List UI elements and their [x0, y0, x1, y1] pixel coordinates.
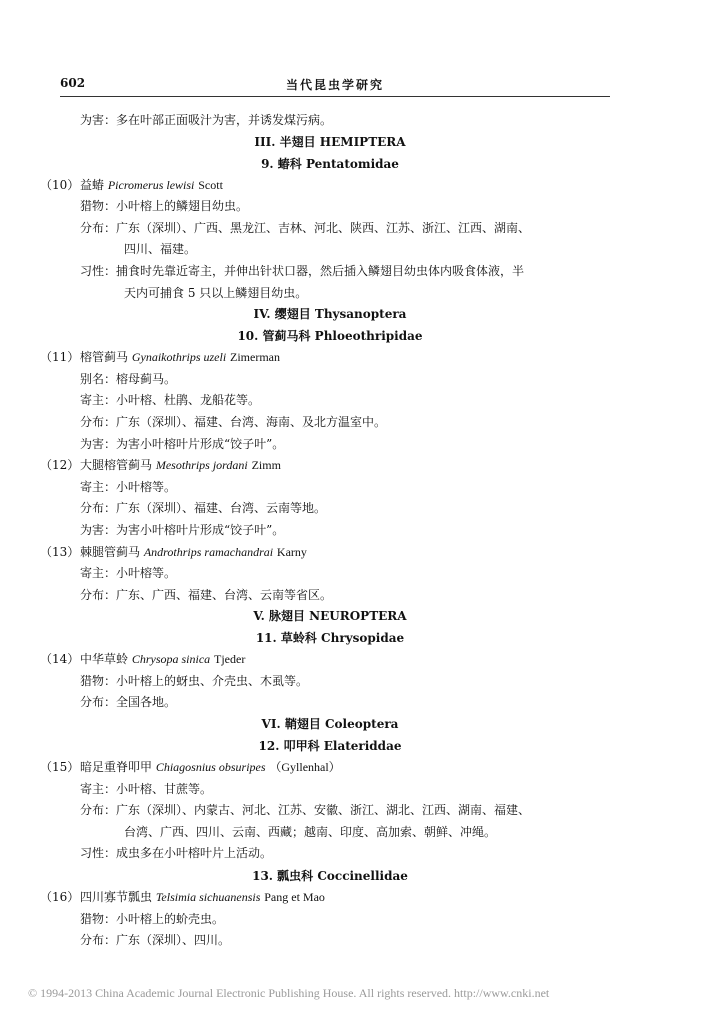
species-entry	[40, 887, 620, 909]
species-common-name: 棘腿管蓟马	[80, 544, 141, 559]
species-entry	[40, 455, 620, 477]
field-line: 分布：广东（深圳）、四川。	[80, 933, 231, 948]
species-entry	[40, 175, 620, 197]
running-header	[60, 76, 610, 97]
species-scientific-name: Telsimia sichuanensis	[155, 890, 261, 905]
field-line: 寄主：小叶榕、杜鹃、龙船花等。	[80, 393, 261, 408]
field-line: 分布：广东（深圳）、内蒙古、河北、江苏、安徽、浙江、湖北、江西、湖南、福建、	[80, 803, 531, 818]
species-number: （11）	[40, 350, 80, 365]
species-author: Zimm	[251, 458, 281, 473]
field-line: 分布：广东（深圳）、福建、台湾、海南、及北方温室中。	[80, 414, 387, 429]
page-body	[40, 110, 620, 952]
species-author: Karny	[276, 544, 307, 559]
species-common-name: 大腿榕管蓟马	[80, 458, 153, 473]
order-heading: IV. 缨翅目 Thysanoptera	[253, 307, 407, 322]
species-number: （12）	[40, 458, 80, 473]
species-scientific-name: Mesothrips jordani	[155, 458, 248, 473]
field-line: 分布：广东（深圳）、广西、黑龙江、吉林、河北、陕西、江苏、浙江、江西、湖南、	[80, 220, 531, 235]
family-heading: 11. 草蛉科 Chrysopidae	[255, 631, 405, 646]
species-number: （10）	[40, 177, 80, 192]
family-heading: 9. 蝽科 Pentatomidae	[261, 156, 399, 171]
family-heading: 10. 管蓟马科 Phloeothripidae	[237, 329, 423, 344]
continuation-line: 天内可捕食 5 只以上鳞翅目幼虫。	[124, 285, 308, 300]
species-number: （14）	[40, 652, 80, 667]
order-heading: III. 半翅目 HEMIPTERA	[254, 134, 406, 149]
species-common-name: 四川寡节瓢虫	[80, 890, 153, 905]
species-author: Tjeder	[214, 652, 246, 667]
field-line: 猎物：小叶榕上的鳞翅目幼虫。	[80, 199, 249, 214]
field-line: 猎物：小叶榕上的蚧壳虫。	[80, 911, 225, 926]
field-line: 寄主：小叶榕等。	[80, 566, 177, 581]
species-common-name: 暗足重脊叩甲	[80, 760, 153, 775]
field-line: 寄主：小叶榕等。	[80, 479, 177, 494]
species-author: Pang et Mao	[264, 890, 325, 905]
family-heading: 12. 叩甲科 Elateriddae	[258, 739, 402, 754]
journal-title: 当代昆虫学研究	[285, 78, 384, 92]
species-common-name: 中华草蛉	[80, 652, 129, 667]
continuation-line: 台湾、广西、四川、云南、西藏；越南、印度、高加索、朝鲜、冲绳。	[124, 824, 497, 839]
species-entry	[40, 542, 620, 564]
field-line: 分布：广东、广西、福建、台湾、云南等省区。	[80, 587, 333, 602]
field-line: 别名：榕母蓟马。	[80, 371, 177, 386]
page-number: 602	[60, 76, 86, 90]
field-line: 为害：为害小叶榕叶片形成“饺子叶”。	[80, 522, 285, 537]
species-scientific-name: Androthrips ramachandrai	[143, 544, 274, 559]
family-heading: 13. 瓢虫科 Coccinellidae	[252, 869, 408, 884]
species-scientific-name: Chrysopa sinica	[131, 652, 211, 667]
field-line: 为害：为害小叶榕叶片形成“饺子叶”。	[80, 436, 285, 451]
species-scientific-name: Gynaikothrips uzeli	[131, 350, 227, 365]
species-number: （13）	[40, 544, 80, 559]
species-common-name: 榕管蓟马	[80, 350, 129, 365]
species-author: Scott	[198, 177, 223, 192]
copyright-footer: © 1994-2013 China Academic Journal Electronic Publishing House. All rights reserved. http://www.cnki.net	[28, 986, 550, 1000]
species-common-name: 益蝽	[80, 177, 105, 192]
species-number: （16）	[40, 890, 80, 905]
species-scientific-name: Chiagosnius obsuripes	[155, 760, 266, 775]
species-number: （15）	[40, 760, 80, 775]
species-entry	[40, 649, 620, 671]
field-line: 习性：成虫多在小叶榕叶片上活动。	[80, 846, 273, 861]
field-line: 猎物：小叶榕上的蚜虫、介壳虫、木虱等。	[80, 673, 309, 688]
field-line: 寄主：小叶榕、甘蔗等。	[80, 781, 213, 796]
field-line: 习性：捕食时先靠近寄主，并伸出针状口器，然后插入鳞翅目幼虫体内吸食体液，半	[80, 263, 525, 278]
continuation-line: 四川、福建。	[124, 242, 197, 257]
species-author: Zimerman	[230, 350, 280, 365]
order-heading: V. 脉翅目 NEUROPTERA	[253, 609, 407, 624]
field-line: 分布：广东（深圳）、福建、台湾、云南等地。	[80, 501, 327, 516]
species-entry	[40, 757, 620, 779]
species-scientific-name: Picromerus lewisi	[107, 177, 195, 192]
field-line: 分布：全国各地。	[80, 695, 177, 710]
species-entry	[40, 347, 620, 369]
species-author: （Gyllenhal）	[269, 760, 341, 775]
order-heading: VI. 鞘翅目 Coleoptera	[261, 717, 399, 732]
field-line: 为害：多在叶部正面吸汁为害，并诱发煤污病。	[80, 113, 333, 127]
